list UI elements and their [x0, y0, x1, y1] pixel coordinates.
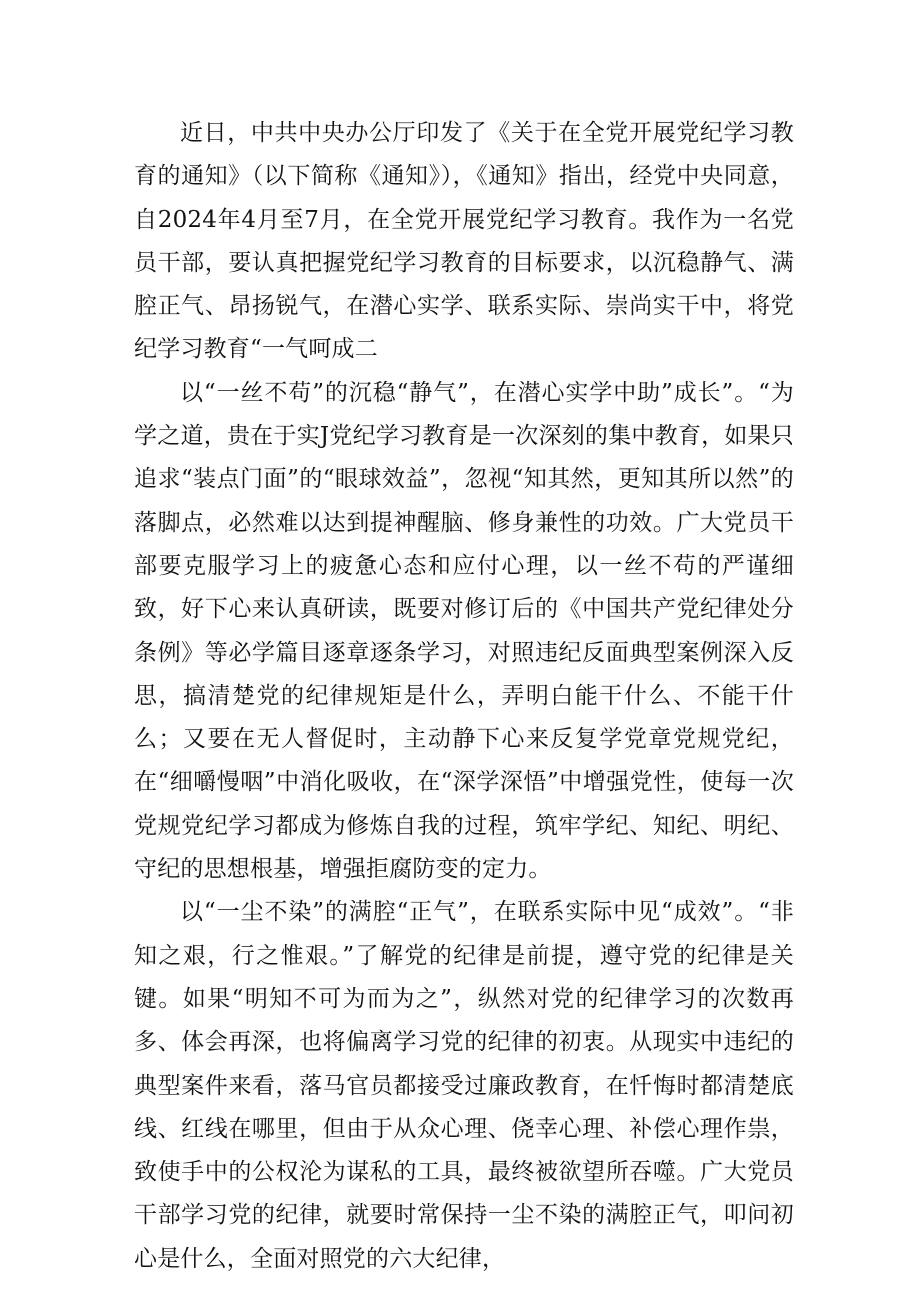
paragraph-calm-spirit: 以“一丝不苟”的沉稳“静气”，在潜心实学中助”成长”。“为学之道，贵在于实J党纪学习教育是一次深刻的集中教育，如果只追求“装点门面”的“眼球效益”，忽视“知其然，更知其所以然”的落脚点，必然难以达到提神醒脑、修身兼性的功效。广大党员干部要克服学习上的疲惫心态和应付心理，以一丝不苟的严谨细致，好下心来认真研读，既要对修订后的《中国共产党纪律处分条例》等必学篇目逐章逐条学习，对照违纪反面典型案例深入反思，搞清楚党的纪律规矩是什么，弄明白能干什么、不能干什么；又要在无人督促时，主动静下心来反复学党章党规党纪，在“细嚼慢咽”中消化吸收，在“深学深悟”中增强党性，使每一次党规党纪学习都成为修炼自我的过程，筑牢学纪、知纪、明纪、守纪的思想根基，增强拒腐防变的定力。 — [134, 379, 794, 883]
document-body — [134, 112, 794, 1281]
paragraph-righteous-spirit: 以“一尘不染”的满腔“正气”，在联系实际中见“成效”。“非知之艰，行之惟艰。”了解党的纪律是前提，遵守党的纪律是关键。如果“明知不可为而为之”，纵然对党的纪律学习的次数再多、体会再深，也将偏离学习党的纪律的初衷。从现实中违纪的典型案件来看，落马官员都接受过廉政教育，在忏悔时都清楚底线、红线在哪里，但由于从众心理、侥幸心理、补偿心理作祟，致使手中的公权沦为谋私的工具，最终被欲望所吞噬。广大党员干部学习党的纪律，就要时常保持一尘不染的满腔正气，叩问初心是什么，全面对照党的六大纪律， — [134, 899, 794, 1272]
paragraph-intro: 近日，中共中央办公厅印发了《关于在全党开展党纪学习教育的通知》（以下简称《通知》），《通知》指出，经党中央同意，自2024年4月至7月，在全党开展党纪学习教育。我作为一名党员干部，要认真把握党纪学习教育的目标要求，以沉稳静气、满腔正气、昂扬锐气，在潜心实学、联系实际、崇尚实干中，将党纪学习教育“一气呵成二 — [134, 120, 794, 363]
